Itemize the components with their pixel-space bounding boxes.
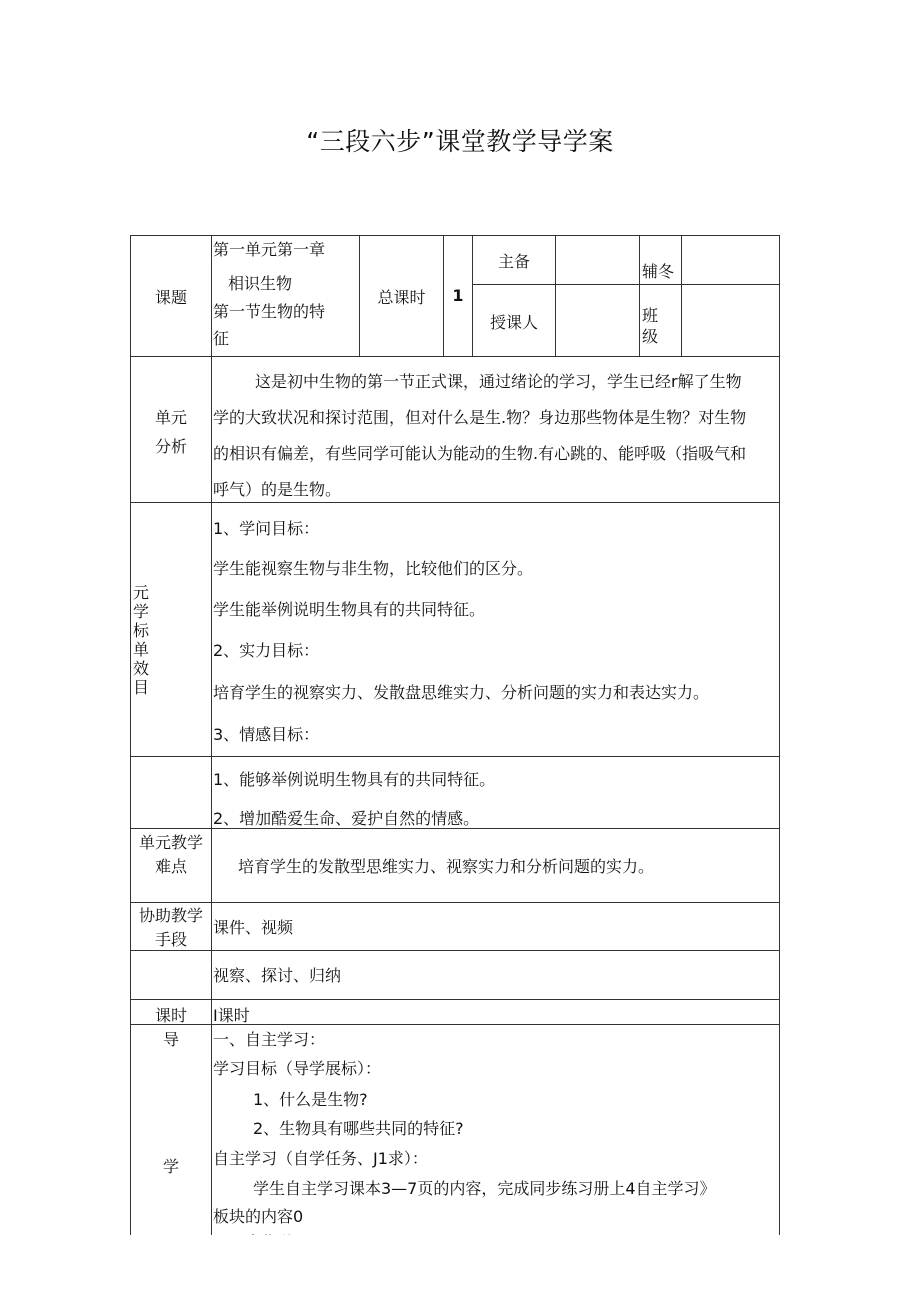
total-hours-label: 总课时 <box>377 288 426 307</box>
hours-label: 课时 <box>154 1006 187 1025</box>
header-mid-divider <box>472 284 780 285</box>
document-title: “三段六步”课堂教学导学案 <box>306 127 614 156</box>
guide-line: 学生自主学习课本3—7页的内容，完成同步练习册上4自主学习》 <box>253 1179 716 1198</box>
unit-analysis-label-line1: 单元 <box>154 408 187 427</box>
course-value-line1: 第一单元第一章 <box>213 240 326 259</box>
aids-text: 课件、视频 <box>213 918 294 937</box>
unit-analysis-text: 这是初中生物的第一节正式课，通过绪论的学习，学生已经r解了生物 <box>255 372 742 391</box>
class-label-line2: 级 <box>642 327 659 346</box>
course-value-line2: 相识生物 <box>228 274 293 293</box>
course-value-line3: 第一节生物的特 <box>213 302 326 321</box>
row-divider <box>130 902 780 903</box>
row-divider <box>130 756 780 757</box>
lead-label: 主备 <box>497 252 530 271</box>
aids-label-line1: 协助教学 <box>138 906 203 925</box>
goal-line: 3、情感目标： <box>213 725 320 744</box>
total-hours-value: 1 <box>452 286 464 305</box>
table-border-right <box>779 235 780 1244</box>
unit-analysis-label-line2: 分析 <box>154 437 187 456</box>
goal-line: 培育学生的视察实力、发散盘思维实力、分析问题的实力和表达实力。 <box>213 683 710 702</box>
label-column-divider <box>211 235 212 1244</box>
unit-analysis-text: 的相识有偏差，有些同学可能认为能动的生物.有心跳的、能呼吸（指吸气和 <box>213 444 747 463</box>
key-point-line: 2、增加酷爱生命、爱护自然的情感。 <box>213 809 480 828</box>
guide-line: 一、自主学习： <box>213 1030 326 1049</box>
guide-label-top: 导 <box>162 1030 179 1049</box>
unit-analysis-text: 学的大致状况和探讨范围，但对什么是生.物？身边那些物体是生物？对生物 <box>213 408 747 427</box>
course-value-line4: 征 <box>213 329 230 348</box>
assist-label: 辅冬 <box>642 262 675 281</box>
page-bottom-margin <box>0 1235 920 1301</box>
header-divider <box>639 235 640 356</box>
guide-line: 自主学习（自学任务、J1求）： <box>213 1149 428 1168</box>
guide-line: 学习目标（导学展标）： <box>213 1059 382 1078</box>
table-border-left <box>130 235 131 1244</box>
guide-line: 板块的内容0 <box>213 1207 304 1226</box>
row-divider <box>130 502 780 503</box>
row-divider <box>130 999 780 1000</box>
class-label-line1: 班 <box>642 306 659 325</box>
guide-line: 1、什么是生物? <box>253 1090 368 1109</box>
goal-line: 学生能视察生物与非生物，比较他们的区分。 <box>213 559 534 578</box>
guide-line: 2、生物具有哪些共同的特征? <box>253 1119 464 1138</box>
difficulties-text: 培育学生的发散型思维实力、视察实力和分析问题的实力。 <box>238 857 655 876</box>
aids-label-line2: 手段 <box>154 930 187 949</box>
header-divider <box>555 235 556 356</box>
goal-line: 1、学问目标： <box>213 519 320 538</box>
row-divider <box>130 356 780 357</box>
guide-label-mid: 学 <box>162 1157 179 1176</box>
teacher-label: 授课人 <box>489 313 538 332</box>
key-point-line: 1、能够举例说明生物具有的共同特征。 <box>213 770 496 789</box>
goal-line: 学生能举例说明生物具有的共同特征。 <box>213 600 486 619</box>
header-divider <box>681 235 682 356</box>
goal-line: 2、实力目标： <box>213 641 320 660</box>
course-label: 课题 <box>154 288 187 307</box>
table-border-top <box>130 235 780 236</box>
hours-text: I课时 <box>213 1006 250 1025</box>
unit-goals-label: 元学标单效目 <box>132 583 149 697</box>
methods-text: 视察、探讨、归纳 <box>213 966 342 985</box>
difficulties-label-line1: 单元教学 <box>138 833 203 852</box>
unit-analysis-text: 呼气）的是生物。 <box>213 480 342 499</box>
row-divider <box>130 950 780 951</box>
difficulties-label-line2: 难点 <box>154 857 187 876</box>
